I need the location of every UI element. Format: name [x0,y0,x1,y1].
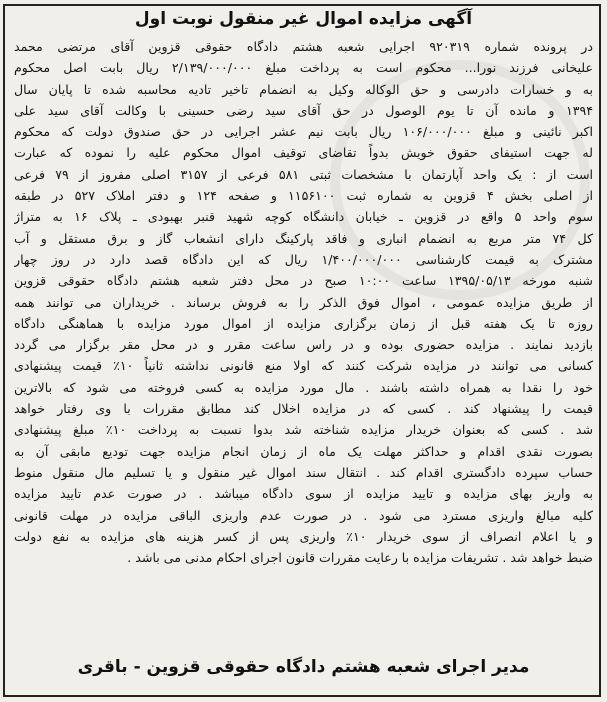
body-line: خود را نقدا به همراه داشته باشند . مال مورد مزایده به کسی فروخته می شود که بالاترین [14,379,593,395]
body-line: روزه تا یک هفته قبل از زمان برگزاری مزایده از اموال مورد مزایده با هماهنگی دادگاه [14,315,593,331]
body-line: از اصلی بخش ۴ قزوین به شماره ثبت ۱۱۵۶۱۰۰ و صفحه ۱۲۴ و دفتر املاک ۵۲۷ در طبقه [14,188,593,204]
body-line: کلیه مبالغ واریزی مسترد می شود . در صورت عدم واریزی الباقی مزایده در مهلت قانونی [14,507,593,523]
body-line: به واریز بهای مزایده و تایید مزایده از سوی دادگاه میباشد . در صورت عدم تایید مزایده [14,486,593,502]
notice-body [14,36,593,568]
body-line: شنبه مورخه ۱۳۹۵/۰۵/۱۳ ساعت ۱۰:۰۰ صبح در محل دفتر شعبه هشتم دادگاه حقوقی قزوین [14,273,593,289]
body-line: له جهت استیفای حقوق خویش بدواً تقاضای توقیف اموال محکوم علیه را نموده که عبارت [14,145,593,161]
body-line: شد . کسی که بعنوان خریدار مزایده شناخته شد بدوا نسبت به پرداخت ۱۰٪ مبلغ پیشنهادی [14,422,593,438]
body-line: ۱۳۹۴ و مانده آن تا یوم الوصول در حق آقای سید رضی حسینی با وکالت آقای سید علی [14,102,593,118]
body-line: بازدید نمایند . مزایده حضوری بوده و در راس ساعت مقرر و در محل مقر برگزار می گردد [14,337,593,353]
body-line: علیخانی فرزند نورا... محکوم است به پرداخت مبلغ ۲/۱۳۹/۰۰۰/۰۰۰ ریال بابت اصل محکوم [14,60,593,76]
body-line: بصورت نقدی اقدام و حداکثر مهلت یک ماه از زمان انجام مزایده جهت تودیع مابقی آن به [14,443,593,459]
body-line: کل ۷۴ متر مربع به انضمام انباری و فاقد پارکینگ دارای انشعاب گاز و برق مستقل و آب [14,230,593,246]
body-line: کسانی می توانند در مزایده شرکت کنند که اولا منع قانونی نداشته ثانیاً ۱۰٪ قیمت پیشنهادی [14,358,593,374]
body-line: به و خسارات دادرسی و حق الوکاله وکیل به انضمام تاخیر تادیه محاسبه شده تا پایان سال [14,81,593,97]
body-line: حساب سپرده دادگستری اقدام کند . انتقال سند اموال غیر منقول و یا تسلیم مال منقول منوط [14,464,593,480]
body-line: ضبط خواهد شد . تشریفات مزایده با رعایت مقررات قانون اجرای احکام مدنی می باشد . [127,550,593,566]
notice-title: آگهی مزایده اموال غیر منقول نوبت اول [134,9,473,29]
signature-line: مدیر اجرای شعبه هشتم دادگاه حقوقی قزوین - باقری [77,657,530,677]
body-line: قیمت را پیشنهاد کند . کسی که در مزایده اخلال کند مطابق مقررات با وی رفتار خواهد [14,401,593,417]
body-line: است از : یک واحد آپارتمان با مشخصات ثبتی ۵۸۱ فرعی از ۳۱۵۷ اصلی مفروز از ۷۹ فرعی [14,166,593,182]
body-line: از طریق مزایده عمومی ، اموال فوق الذکر را به فروش برساند . خریداران می توانند همه [14,294,593,310]
body-line: مشترک به قیمت کارشناسی ۱/۴۰۰/۰۰۰/۰۰۰ ریال که این دادگاه قصد دارد در روز چهار [14,251,593,267]
body-line: و یا اعلام انصراف از سوی خریدار ۱۰٪ واریزی پس از کسر هزینه های مزایده به نفع دولت [14,528,593,544]
body-line: در پرونده شماره ۹۲۰۳۱۹ اجرایی شعبه هشتم دادگاه حقوقی قزوین آقای مرتضی محمد [14,39,593,54]
body-line: اکبر نائینی و مبلغ ۱۰۶/۰۰۰/۰۰۰ ریال بابت نیم عشر اجرایی در حق صندوق دولت که محکوم [14,124,593,140]
body-line: سوم واحد ۵ واقع در قزوین ـ خیابان دانشگاه کوچه شهید قنبر بهبودی ـ پلاک ۱۶ به متراژ [14,209,593,225]
